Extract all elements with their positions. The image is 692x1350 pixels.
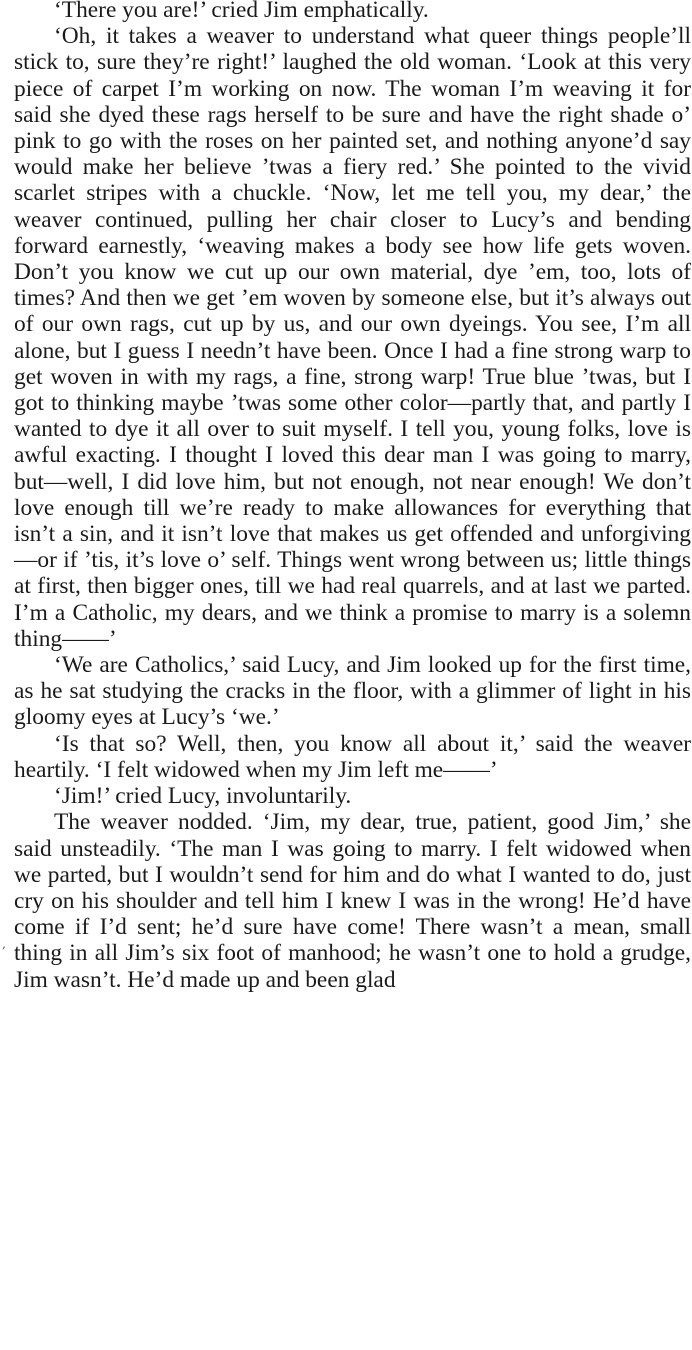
paragraph-weaver-widowed: ‘Is that so? Well, then, you know all about it,’ said the weaver heartily. ‘I felt widowed when my Jim left me——’	[14, 730, 691, 783]
paragraph-lucy-cries: ‘Jim!’ cried Lucy, involuntarily.	[54, 783, 352, 810]
paragraph-jim-emphatic: ‘There you are!’ cried Jim emphatically.	[54, 0, 429, 23]
paragraph-lucy-catholics: ‘We are Catholics,’ said Lucy, and Jim looked up for the first time, as he sat studying the cracks in the floor, with a glimmer of light in his gloomy eyes at Lucy’s ‘we.’	[14, 652, 691, 731]
paragraph-weaver-story: ‘Oh, it takes a weaver to understand what queer things people’ll stick to, sure they’re right!’ laughed the old woman. ‘Look at this very piece of carpet I’m working on now. The woman I’m weaving it for said she dyed these rags herself to be sure and have the right shade o’ pink to go with the roses on her painted set, and nothing anyone’d say would make her believe ’twas a fiery red.’ She pointed to the vivid scarlet stripes with a chuckle. ‘Now, let me tell you, my dear,’ the weaver continued, pulling her chair closer to Lucy’s and bending forward earnestly, ‘weaving makes a body see how life gets woven. Don’t you know we cut up our own material, dye ’em, too, lots of times? And then we get ’em woven by someone else, but it’s always out of our own rags, cut up by us, and our own dyeings. You see, I’m all alone, but I guess I needn’t have been. Once I had a fine strong warp to get woven in with my rags, a fine, strong warp! True blue ’twas, but I got to thinking maybe ’twas some other color—partly that, and partly I wanted to dye it all over to suit myself. I tell you, young folks, love is awful exacting. I thought I loved this dear man I was going to marry, but—well, I did love him, but not enough, not near enough! We don’t love enough till we’re ready to make allowances for everything that isn’t a sin, and it isn’t love that makes us get offended and unforgiving—or if ’tis, it’s love o’ self. Things went wrong between us; little things at first, then bigger ones, till we had real quarrels, and at last we parted. I’m a Catholic, my dears, and we think a promise to marry is a solemn thing——’	[14, 23, 691, 652]
margin-speck: ,	[2, 937, 6, 951]
paragraph-weaver-nods: The weaver nodded. ‘Jim, my dear, true, patient, good Jim,’ she said unsteadily. ‘The man I was going to marry. I felt widowed when we parted, but I wouldn’t send for him and do what I wanted to do, just cry on his shoulder and tell him I knew I was in the wrong! He’d have come if I’d sent; he’d sure have come! There wasn’t a mean, small thing in all Jim’s six foot of manhood; he wasn’t one to hold a grudge, Jim wasn’t. He’d made up and been glad	[14, 809, 691, 993]
